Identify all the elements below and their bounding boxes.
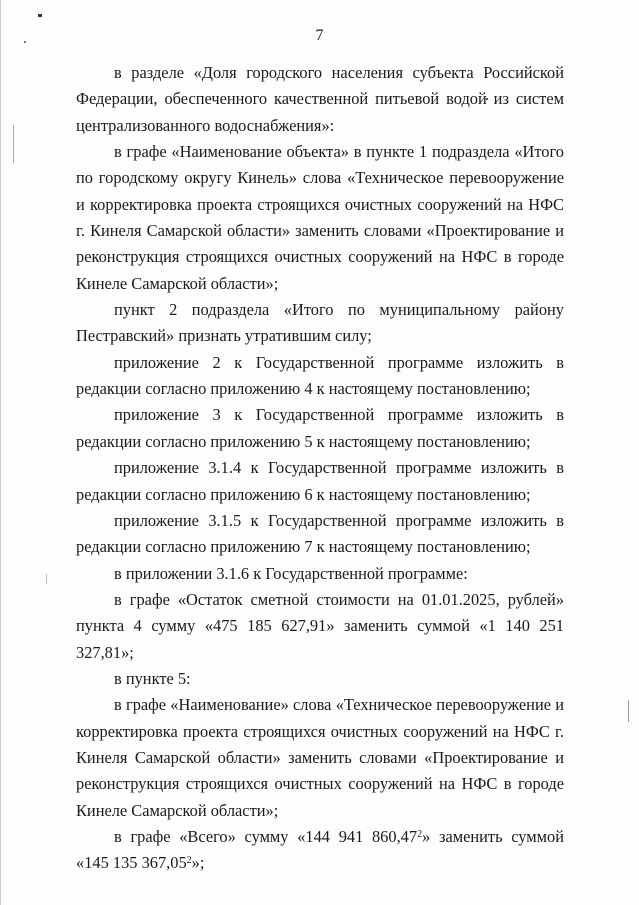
- text-segment: в графе «Всего» сумму «144 941 860,47: [114, 826, 418, 846]
- paragraph: в приложении 3.1.6 к Государственной программе:: [114, 563, 468, 583]
- paragraph: в графе «Наименование объекта» в пункте 1 подраздела «Итого по городскому округу Кинель» слова «Техническое перевооружение и корректировка проекта строящихся очистных сооружений на НФС г. Кинеля Самарской области» заменить словами «Проектирование и реконструкция строящихся очистных сооружений на НФС в городе Кинеле Самарской области»;: [76, 142, 564, 293]
- superscript: 2: [186, 855, 192, 867]
- paragraph: приложение 3 к Государственной программе изложить в редакции согласно приложению 5 к настоящему постановлению;: [76, 405, 564, 451]
- paragraph: в пункте 5:: [114, 668, 191, 688]
- text-segment: »;: [191, 853, 205, 873]
- superscript: 2: [417, 828, 423, 840]
- page-number: 7: [315, 27, 324, 44]
- paragraph: приложение 3.1.4 к Государственной программе изложить в редакции согласно приложению 6 к настоящему постановлению;: [76, 458, 564, 504]
- scan-speck: [628, 700, 629, 722]
- scan-speck: [46, 574, 47, 584]
- paragraph-last: [76, 824, 564, 877]
- scan-speck: [13, 125, 14, 163]
- paragraph: в разделе «Доля городского населения субъекта Российской Федерации, обеспеченного качественной питьевой водой из систем централизованного водоснабжения»:: [76, 63, 564, 135]
- document-body: [76, 60, 564, 877]
- paragraph: в графе «Наименование» слова «Техническое перевооружение и корректировка проекта строящихся очистных сооружений на НФС г. Кинеля Самарской области» заменить словами «Проектирование и реконструкция строящихся очистных сооружений на НФС в городе Кинеле Самарской области»;: [76, 695, 564, 820]
- paragraph: в графе «Остаток сметной стоимости на 01.01.2025, рублей» пункта 4 сумму «475 185 627,91» заменить суммой «1 140 251 327,81»;: [76, 589, 564, 662]
- text-segment: » заменить суммой «145 135 367,05: [76, 826, 564, 873]
- scan-speck: [38, 14, 42, 17]
- paragraph: пункт 2 подраздела «Итого по муниципальному району Пестравский» признать утратившим силу;: [76, 300, 564, 346]
- paragraph: приложение 2 к Государственной программе изложить в редакции согласно приложению 4 к настоящему постановлению;: [76, 352, 564, 399]
- paragraph: приложение 3.1.5 к Государственной программе изложить в редакции согласно приложению 7 к настоящему постановлению;: [76, 510, 564, 557]
- scan-edge: [0, 0, 1, 905]
